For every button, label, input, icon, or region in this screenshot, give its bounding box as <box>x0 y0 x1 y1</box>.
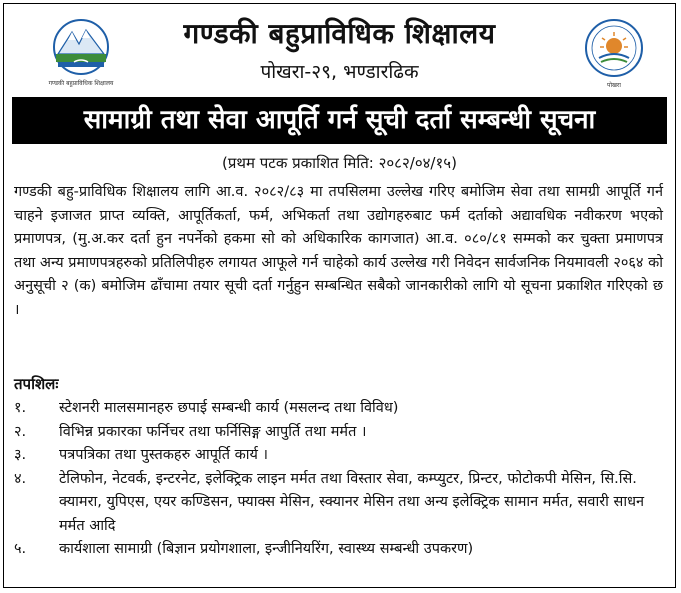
item-number: २. <box>14 423 27 440</box>
item-number: ३. <box>14 447 27 463</box>
list-item <box>14 421 663 445</box>
notice-title-banner: सामाग्री तथा सेवा आपूर्ति गर्न सूची दर्ता सम्बन्धी सूचना <box>12 97 667 144</box>
list-item <box>14 468 663 539</box>
details-list <box>14 397 663 562</box>
item-text: स्टेशनरी मालसमानहरु छपाई सम्बन्धी कार्य (मसलन्द तथा विविध) <box>59 400 399 416</box>
logo-caption: गण्डकी बहुप्राविधिक शिक्षालय <box>48 80 114 87</box>
header <box>4 4 675 92</box>
item-number: १. <box>14 400 27 416</box>
item-text: टेलिफोन, नेटवर्क, इन्टरनेट, इलेक्ट्रिक लाइन मर्मत तथा विस्तार सेवा, कम्प्युटर, प्रिन्टर, फोटोकपी मेसिन, सि.सि. क्यामरा, युपिएस, एयर कण्डिसन, फ्याक्स मेसिन, स्क्यानर मेसिन तथा अन्य इलेक्ट्रिक सामान मर्मत, सवारी साधन मर्मत आदि <box>59 470 645 534</box>
item-text: कार्यशाला सामाग्री (बिज्ञान प्रयोगशाला, इन्जीनियरिंग, स्वास्थ्य सम्बन्धी उपकरण) <box>59 541 474 557</box>
notice-frame <box>3 3 676 588</box>
list-item <box>14 538 663 562</box>
institution-name: गण्डकी बहुप्राविधिक शिक्षालय <box>183 17 496 50</box>
logo-caption: पोखरा <box>607 82 621 89</box>
secondary-logo <box>579 18 649 88</box>
item-text: पत्रपत्रिका तथा पुस्तकहरु आपूर्ति कार्य । <box>59 447 268 463</box>
list-item <box>14 397 663 421</box>
item-text: विभिन्न प्रकारका फर्निचर तथा फर्निसिङ्ग आपुर्ति तथा मर्मत । <box>59 423 367 440</box>
sun-emblem-icon <box>579 18 649 78</box>
item-number: ४. <box>14 470 27 487</box>
list-item <box>14 444 663 468</box>
item-number: ५. <box>14 541 27 557</box>
publication-date: (प्रथम पटक प्रकाशित मिति: २०८२/०४/१५) <box>222 154 457 172</box>
institution-address: पोखरा-२९, भण्डारढिक <box>260 61 419 83</box>
details-heading: तपशिलः <box>14 375 59 393</box>
notice-body: गण्डकी बहु-प्राविधिक शिक्षालय लागि आ.व. २०८२/८३ मा तपसिलमा उल्लेख गरिए बमोजिम सेवा तथा सामग्री आपूर्ति गर्न चाहने इजाजत प्राप्त व्यक्ति, आपूर्तिकर्ता, फर्म, अभिकर्ता तथा उद्योगहरुबाट फर्म दर्ताको अद्यावधिक नवीकरण भएको प्रमाणपत्र, (मु.अ.कर दर्ता हुन नपर्नेको हकमा सो को अधिकारिक कागजात) आ.व. ०८०/८१ सम्मको कर चुक्ता प्रमाणपत्र तथा अन्य प्रमाणपत्रहरुको प्रतिलिपीहरु लगायत आफूले गर्न चाहेको कार्य उल्लेख गरी निवेदन सार्वजनिक नियमावली २०६४ को अनुसूची २ (क) बमोजिम ढाँचामा तयार सूची दर्ता गर्नुहुन सम्बन्धित सबैको जानकारीको लागि यो सूचना प्रकाशित गरिएको छ । <box>14 184 663 318</box>
